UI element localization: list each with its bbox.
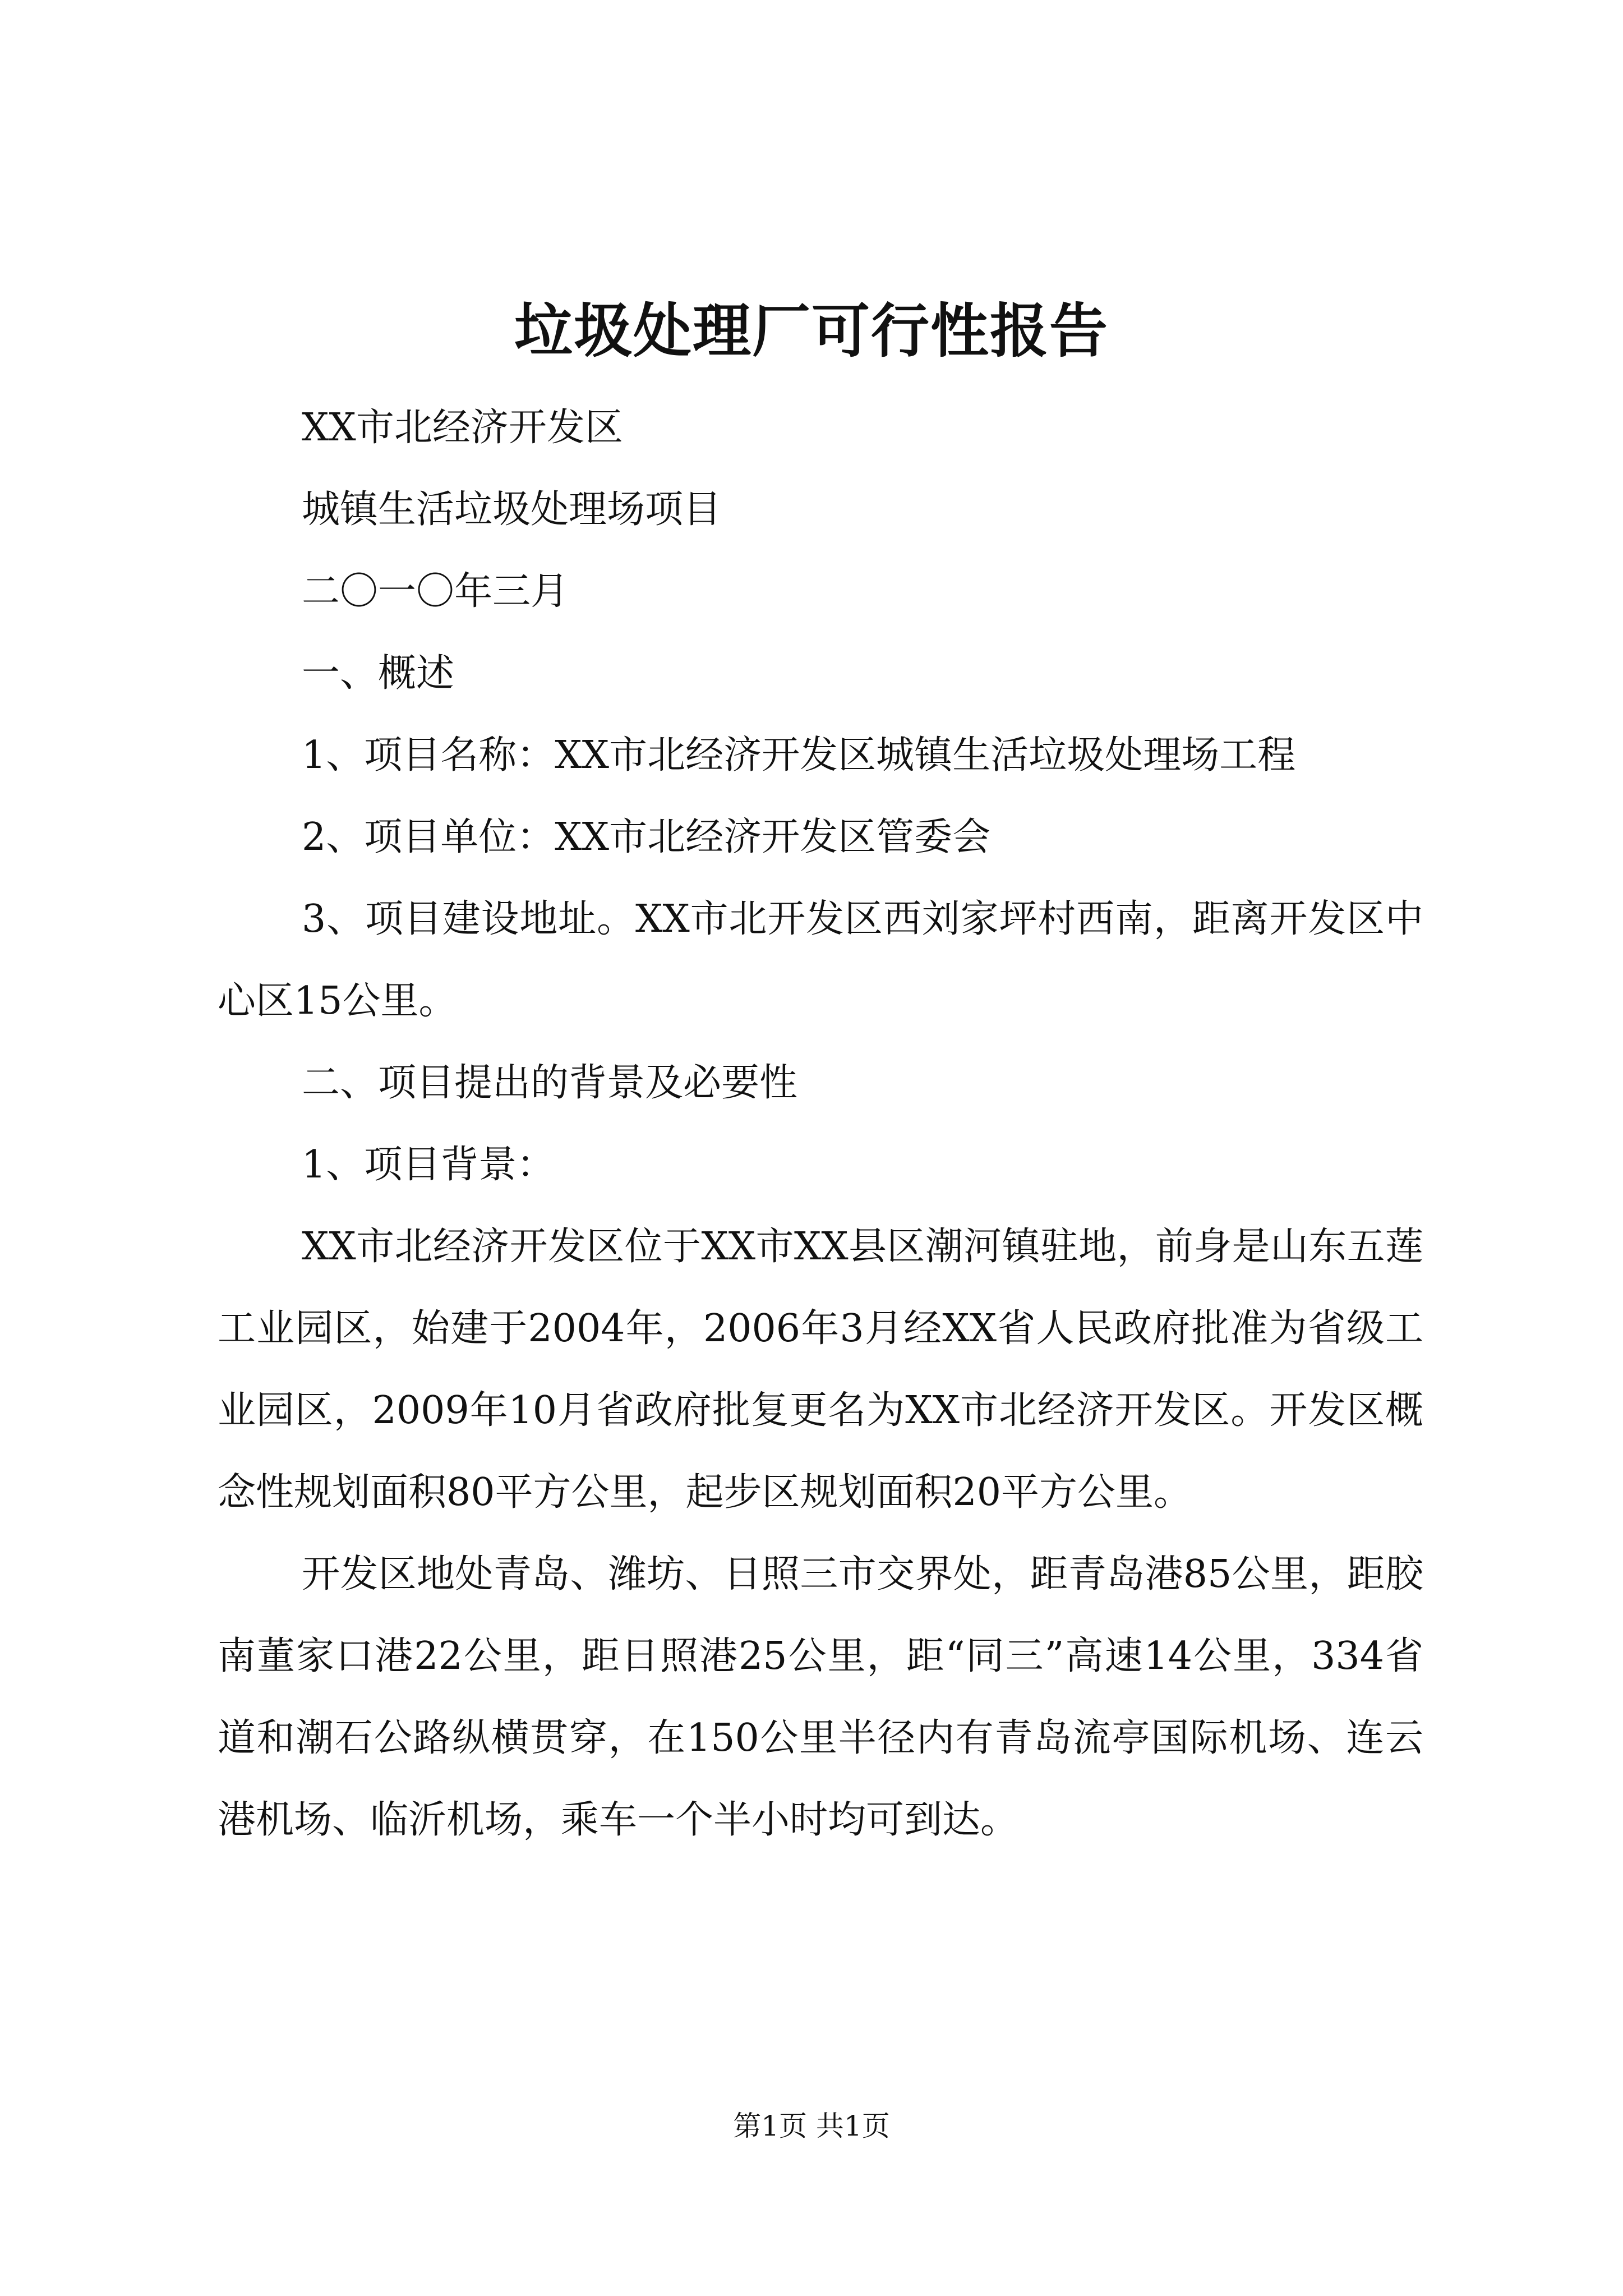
document-title: 垃圾处理厂可行性报告	[514, 296, 1109, 365]
heading-background: 二、项目提出的背景及必要性	[302, 1061, 798, 1105]
paragraph-item-project-unit: 2、项目单位：XX市北经济开发区管委会	[302, 815, 991, 859]
paragraph-zone-name: XX市北经济开发区	[302, 406, 623, 450]
heading-overview: 一、概述	[302, 651, 455, 696]
paragraph-item-project-address: 3、项目建设地址。XX市北开发区西刘家坪村西南，距离开发区中心区15公里。	[218, 897, 1423, 1023]
paragraph-date: 二〇一〇年三月	[302, 569, 569, 614]
paragraph-zone-location: 开发区地处青岛、潍坊、日照三市交界处，距青岛港85公里，距胶南董家口港22公里，距日照港25公里，距“同三”高速14公里，334省道和潮石公路纵横贯穿，在150公里半径内有青岛流亭国际机场、连云港机场、临沂机场，乘车一个半小时均可到达。	[218, 1552, 1423, 1842]
paragraph-item-project-title: 1、项目名称：XX市北经济开发区城镇生活垃圾处理场工程	[302, 733, 1296, 777]
subheading-project-background: 1、项目背景：	[302, 1143, 555, 1187]
document-body	[218, 387, 1423, 1861]
paragraph-project-name: 城镇生活垃圾处理场项目	[302, 487, 722, 532]
page-footer: 第1页 共1页	[733, 2110, 890, 2142]
paragraph-zone-history: XX市北经济开发区位于XX市XX县区潮河镇驻地，前身是山东五莲工业园区，始建于2004年，2006年3月经XX省人民政府批准为省级工业园区，2009年10月省政府批复更名为XX市北经济开发区。开发区概念性规划面积80平方公里，起步区规划面积20平方公里。	[218, 1225, 1423, 1515]
